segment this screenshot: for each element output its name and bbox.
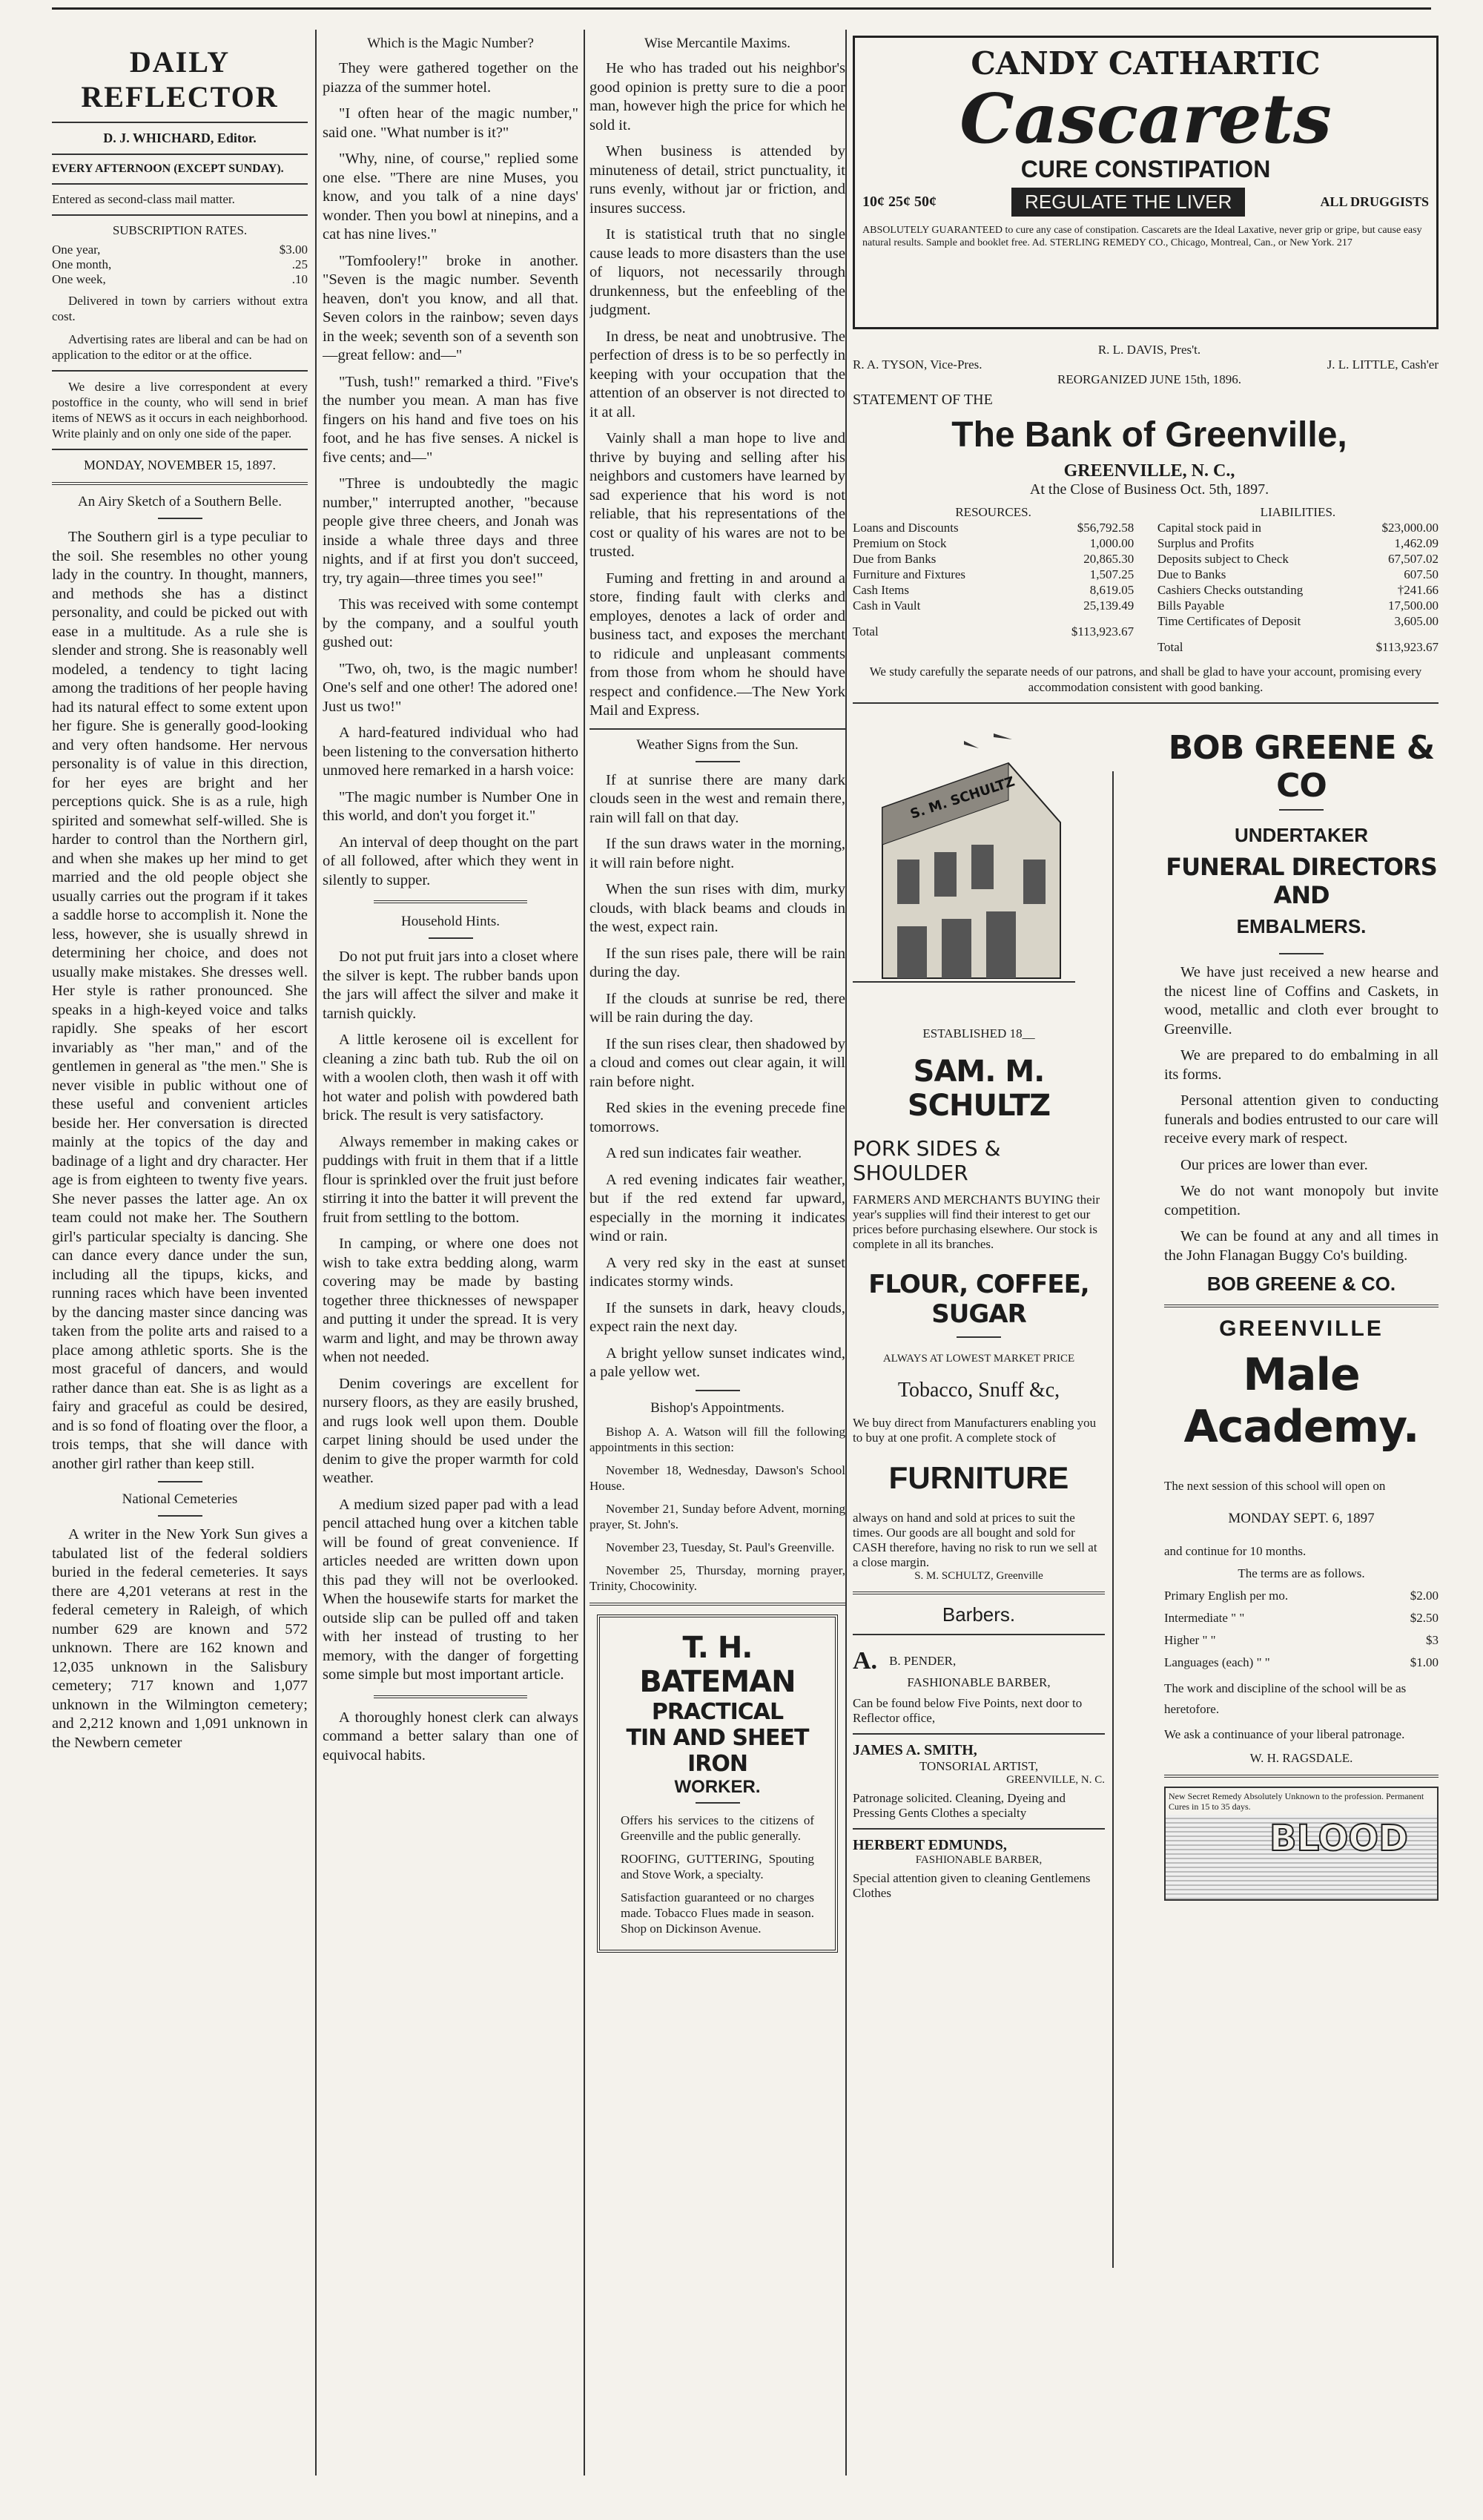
smith-text: Patronage solicited. Cleaning, Dyeing and Pressing Gents Clothes a specialty xyxy=(853,1791,1066,1820)
article-paragraph: "The magic number is Number One in this world, and don't you forget it." xyxy=(323,788,578,824)
article-title: An Airy Sketch of a Southern Belle. xyxy=(78,494,282,509)
rate-row: One year, $3.00 xyxy=(52,243,308,257)
correspondent-note: We desire a live correspondent at every postoffice in the county, who will send in brief items of NEWS as it occurs in each neighborhood. Write plainly and on only one side of the paper. xyxy=(52,380,308,441)
cascarets-prices: 10¢ 25¢ 50¢ xyxy=(862,194,937,210)
masthead: DAILY REFLECTOR xyxy=(81,45,279,113)
academy-terms: The terms are as follows. xyxy=(1238,1566,1365,1580)
pender-name: B. PENDER, xyxy=(889,1654,957,1668)
blood-word: BLOOD xyxy=(1269,1818,1408,1859)
store-sign: S. M. SCHULTZ xyxy=(908,774,1017,822)
article-paragraph: Red skies in the evening precede fine tomorrows. xyxy=(589,1100,845,1135)
article-paragraph: He who has traded out his neighbor's good opinion is pretty sure to die a poor man, however high the price for which he sold it. xyxy=(589,60,845,133)
cascarets-ad xyxy=(853,36,1439,329)
article-paragraph: A little kerosene oil is excellent for cleaning a zinc bath tub. Rub the oil on with a woolen cloth, then wash it off with hot water and polish with powdered bath brick. The result is very satisfactory. xyxy=(323,1032,578,1124)
article-paragraph: In dress, be neat and unobtrusive. The perfection of dress is to be so perfectly in keeping with your occupation that the attention of an observer is not directed to it at all. xyxy=(589,328,845,420)
article-title: Bishop's Appointments. xyxy=(650,1399,785,1416)
mail-entry: Entered as second-class mail matter. xyxy=(52,192,235,206)
greene-text: We can be found at any and all times in the John Flanagan Buggy Co's building. xyxy=(1164,1228,1439,1264)
column-rule xyxy=(584,30,585,2476)
academy-top: GREENVILLE xyxy=(1219,1316,1384,1341)
rate-row: One month, .25 xyxy=(52,257,308,271)
academy-ask: We ask a continuance of your liberal patronage. xyxy=(1164,1727,1405,1741)
article-paragraph: November 25, Thursday, morning prayer, Trinity, Chocowinity. xyxy=(589,1563,845,1593)
article-paragraph: Bishop A. A. Watson will fill the following appointments in this section: xyxy=(589,1424,845,1454)
bateman-name: T. H. BATEMAN xyxy=(639,1630,796,1699)
academy-sig: W. H. RAGSDALE. xyxy=(1249,1751,1353,1765)
bank-cashier: J. L. LITTLE, Cash'er xyxy=(1327,357,1439,372)
edmunds-text: Special attention given to cleaning Gentlemens Clothes xyxy=(853,1871,1091,1900)
article-title: Wise Mercantile Maxims. xyxy=(644,36,791,51)
advertising-note: Advertising rates are liberal and can be had on application to the editor or at the office. xyxy=(52,332,308,362)
article-paragraph: When the sun rises with dim, murky clouds, with black beams and clouds in the west, expect rain. xyxy=(589,881,845,935)
schultz-name: SAM. M. SCHULTZ xyxy=(907,1055,1051,1123)
article-paragraph: A red evening indicates fair weather, but if the red extend far upward, especially in the morning it indicates wind or rain. xyxy=(589,1171,845,1244)
article-paragraph: Fuming and fretting in and around a store, finding fault with clerks and employes, denotes a lack of order and business tact, and exposes the merchant to ridicule and unpleasant comments from those from whom he should have respect and confidence.—The New York Mail and Express. xyxy=(589,570,845,719)
greene-name: BOB GREENE & CO xyxy=(1168,729,1435,805)
article-paragraph: "Tush, tush!" remarked a third. "Five's the number you mean. A man has five fingers on his hand and five toes on his foot, and he has five senses. A nickel is five cents; and—" xyxy=(323,373,578,466)
article-paragraph: If the sun rises clear, then shadowed by a cloud and comes out clear again, it will rain before night. xyxy=(589,1035,845,1090)
column-2 xyxy=(323,30,578,1772)
greene-text: Personal attention given to conducting funerals and bodies entrusted to our care will receive every mark of respect. xyxy=(1164,1092,1439,1147)
schultz-furniture: FURNITURE xyxy=(888,1460,1069,1495)
article-paragraph: A thoroughly honest clerk can always command a better salary than one of equivocal habits. xyxy=(323,1709,578,1764)
article-paragraph: "I often hear of the magic number," said one. "What number is it?" xyxy=(323,105,578,141)
cascarets-top: CANDY CATHARTIC xyxy=(971,45,1321,82)
editor-line: D. J. WHICHARD, Editor. xyxy=(103,131,257,145)
liabilities: LIABILITIES. Capital stock paid in $23,000.00 Surplus and Profits 1,462.09 Deposits subject to Check 67,507.02 Due to Banks 607.50 Cashiers Checks outstanding †241.66 Bills Payable 17,500.00 Time Certificates of Deposit 3,605.00 Total $113,923.67 xyxy=(1157,505,1439,654)
rate-row: One week, .10 xyxy=(52,272,308,286)
academy-name: Male Academy. xyxy=(1183,1349,1419,1453)
cascarets-brand: Cascarets xyxy=(960,79,1332,159)
top-rule xyxy=(52,7,1431,10)
article-paragraph: If the sun rises pale, there will be rain during the day. xyxy=(589,945,845,980)
bank-vice: R. A. TYSON, Vice-Pres. xyxy=(853,357,982,372)
schultz-flour: FLOUR, COFFEE, SUGAR xyxy=(868,1270,1089,1329)
pender-text: Can be found below Five Points, next door to Reflector office, xyxy=(853,1696,1083,1725)
academy-discipline: The work and discipline of the school will be as heretofore. xyxy=(1164,1681,1407,1716)
greene-text: Our prices are lower than ever. xyxy=(1180,1156,1368,1173)
edmunds-role: FASHIONABLE BARBER, xyxy=(915,1854,1043,1866)
article-title: Weather Signs from the Sun. xyxy=(636,736,799,753)
article-paragraph: A writer in the New York Sun gives a tabulated list of the federal soldiers buried in the federal cemeteries. It says there are 4,201 veterans at rest in the federal cemetery in Raleigh, of which number 629 are known and 572 unknown. There are 162 known and 12,035 unknown in the Salisbury cemetery; 717 known and 1,077 unknown in the Wilmington cemetery; and 2,212 known and 1,091 unknown in the Newbern cemeter xyxy=(52,1526,308,1751)
article-paragraph: "Three is undoubtedly the magic number," interrupted another, "because people give three cheers, and Jonah was inside a whale three days and three nights, and if at first you don't succeed, try, try again—three times you see!" xyxy=(323,475,578,587)
bank-close: At the Close of Business Oct. 5th, 1897. xyxy=(1029,481,1269,498)
article-paragraph: Denim coverings are excellent for nursery floors, as they are easily brushed, and rugs look well upon them. Double carpet lining should be used under the denim to give the proper warmth for cold weather. xyxy=(323,1375,578,1486)
greene-line: EMBALMERS. xyxy=(1236,915,1367,937)
article-paragraph: "Tomfoolery!" broke in another. "Seven is the magic number. Seventh heaven, don't you know, and all that. Seven colors in the rainbow; seven days in the week; seventh son of a seventh son—great fellow: and—" xyxy=(323,252,578,363)
article-paragraph: If the clouds at sunrise be red, there will be rain during the day. xyxy=(589,990,845,1026)
article-paragraph: Always remember in making cakes or puddings with fruit in them that if a little flour is sprinkled over the fruit just before stirring it into the batter it will prevent the fruit from settling to the bottom. xyxy=(323,1133,578,1226)
article-paragraph: It is statistical truth that no single cause leads to more disasters than the use of liquors, not necessarily through drunkenness, but the enfeebling of the judgment. xyxy=(589,226,845,318)
bateman-text: ROOFING, GUTTERING, Spouting and Stove Work, a specialty. xyxy=(621,1851,814,1881)
greene-text: We are prepared to do embalming in all its forms. xyxy=(1164,1047,1439,1083)
academy-session: The next session of this school will open on xyxy=(1164,1479,1386,1493)
article-paragraph: The Southern girl is a type peculiar to the soil. She resembles no other young lady in the country. In thought, manners, and methods she has a distinct personality, and could be picked out with ease in a multitude. As a rule she is slender and strong. She is reasonably well modeled, a tendency to tight lacing among the traditions of her people having had its natural effect to some extent upon her figure. She is generally good-looking and very often handsome. Her nervous personality is of value in this direction, for her eyes are bright and her perceptions quick. She is as a rule, high spirited and somewhat self-willed. She is harder to control than the Northern girl, and when she makes up her mind to get married and the old people object she usually carries out the program if it takes a saddle horse to accomplish it. None the less, however, she is usually shrewd in determining her choice, and does not usually make mistakes. She dresses well. Her style is rather pronounced. She speaks in a high-keyed voice and talks rapidly. She speaks of her escort invariably as "her man," and of the gentlemen in general as "the men." She is never visible in public without one of these useful and convenient articles beside her. Her conversation is directed mainly at the topics of the day and badinage of a light and dry character. Her age is from eighteen to twenty five years. She never passes the latter age. An ox team could not make her. The Southern girl's particular specialty is dancing. She can dance every dance under the sun, including all the tipups, kicks, and running races which have been invented by the dancing master since dancing was taken from the polite arts and raised to a place among athletic sports. She is the most graceful of dancers, and would rather dance than eat. She is as light as a fairy and graceful as could be desired, and is so fond of floating over the floor, a trois temps, that she will dance with another girl rather than keep still. xyxy=(52,529,308,1472)
article-paragraph: If at sunrise there are many dark clouds seen in the west and remain there, rain will fall on that day. xyxy=(589,771,845,826)
rates-title: SUBSCRIPTION RATES. xyxy=(112,223,248,237)
tuition-list: Primary English per mo. $2.00 Intermediate " " $2.50 Higher " " $3 Languages (each) " " $1.00 xyxy=(1164,1589,1439,1669)
article-paragraph: When business is attended by minuteness of detail, strict punctuality, it runs evenly, without jar or friction, and insures success. xyxy=(589,143,845,217)
article-paragraph: A red sun indicates fair weather. xyxy=(606,1145,802,1161)
dateline: MONDAY, NOVEMBER 15, 1897. xyxy=(83,458,277,472)
schultz-buy: We buy direct from Manufacturers enabling you to buy at one profit. A complete stock of xyxy=(853,1416,1097,1445)
article-paragraph: November 21, Sunday before Advent, morning prayer, St. John's. xyxy=(589,1501,845,1531)
schultz-sig: S. M. SCHULTZ, Greenville xyxy=(914,1570,1043,1582)
schultz-tobacco: Tobacco, Snuff &c, xyxy=(897,1379,1060,1402)
article-paragraph: "Why, nine, of course," replied some one else. "There are nine Muses, you know, and you talk of a nine days' wonder. Then you bowl at ninepins, and a cat has nine lives." xyxy=(323,151,578,243)
barbers-title: Barbers. xyxy=(942,1603,1016,1626)
schultz-always: ALWAYS AT LOWEST MARKET PRICE xyxy=(882,1353,1075,1365)
bank-president: R. L. DAVIS, Pres't. xyxy=(1097,343,1201,357)
bateman-ad xyxy=(597,1614,838,1953)
article-title: National Cemeteries xyxy=(122,1491,238,1507)
bateman-text: Offers his services to the citizens of Greenville and the public generally. xyxy=(621,1813,814,1843)
article-title: Which is the Magic Number? xyxy=(367,36,534,51)
smith-place: GREENVILLE, N. C. xyxy=(1006,1774,1105,1786)
column-4 xyxy=(853,30,1446,1901)
article-paragraph: An interval of deep thought on the part of all followed, after which they went in silently to supper. xyxy=(323,834,578,888)
column-3 xyxy=(589,30,845,1960)
article-paragraph: They were gathered together on the piazza of the summer hotel. xyxy=(323,60,578,96)
greene-line: FUNERAL DIRECTORS AND xyxy=(1166,853,1437,909)
article-paragraph: A hard-featured individual who had been listening to the conversation hitherto unmoved here remarked in a harsh voice: xyxy=(323,725,578,779)
edmunds-name: HERBERT EDMUNDS, xyxy=(853,1837,1007,1853)
store-illustration-icon xyxy=(853,719,1075,1015)
schultz-farmers: FARMERS AND MERCHANTS BUYING their year's supplies will find their interest to get our prices before purchasing elsewhere. Our stock is complete in all its branches. xyxy=(853,1193,1100,1251)
rates-list xyxy=(52,243,308,287)
greene-line: UNDERTAKER xyxy=(1234,824,1369,846)
article-paragraph: A very red sky in the east at sunset indicates stormy winds. xyxy=(589,1254,845,1290)
article-paragraph: Vainly shall a man hope to live and thrive by buying and selling after his neighbors and customers have learned by sad experience that his word is not reliable, that his representations of the cost or quality of his wares are not to be trusted. xyxy=(589,430,845,560)
resources: RESOURCES. Loans and Discounts $56,792.58 Premium on Stock 1,000.00 Due from Banks 20,865.30 Furniture and Fixtures 1,507.25 Cash Items 8,619.05 Cash in Vault 25,139.49 Total $113,923.67 xyxy=(853,505,1134,639)
bateman-line: PRACTICAL xyxy=(651,1698,784,1725)
article-paragraph: A medium sized paper pad with a lead pencil attached hung over a kitchen table will be found of great convenience. If articles needed are written down upon this pad they will not be overlooked. When the housewife starts for market the outside slip can be pulled off and taken with her instead of trusting to her memory, with the danger of forgetting some simple but most important article. xyxy=(323,1496,578,1683)
bank-name: The Bank of Greenville, xyxy=(951,415,1347,455)
academy-date: MONDAY SEPT. 6, 1897 xyxy=(1228,1511,1375,1526)
greene-text: We have just received a new hearse and the nicest line of Coffins and Caskets, in wood, metallic and cloth ever brought to Greenville. xyxy=(1164,964,1439,1038)
article-paragraph: In camping, or where one does not wish to take extra bedding along, warm covering may be made by basting together three thicknesses of newspaper and putting it under the spread. It is very warm and light, and may be thrown away when not needed. xyxy=(323,1236,578,1365)
column-rule xyxy=(845,30,847,2476)
blood-header: New Secret Remedy Absolutely Unknown to the profession. Permanent Cures in 15 to 35 days. xyxy=(1166,1788,1437,1815)
bank-statement: STATEMENT OF THE xyxy=(853,392,993,408)
smith-role: TONSORIAL ARTIST, xyxy=(919,1759,1039,1773)
cascarets-druggists: ALL DRUGGISTS xyxy=(1320,194,1429,209)
schultz-column: S. M. SCHULTZ ESTABLISHED 18__ SAM. M. SCHULTZ PORK SIDES & SHOULDER FARMERS AND MERCHANTS BUYING their year's supplies will find their interest to get our prices before purchasing elsewhere. Our stock is complete in all its branches. FLOUR, COFFEE, SUGAR ALWAYS AT LOWEST MARKET PRICE Tobacco, Snuff &c, We buy direct from Manufacturers enabling you to buy at one profit. A complete stock of FURNITURE always on hand and sold at prices to suit the times. Our goods are all bought and sold for CASH therefore, having no risk to run we sell at a close margin. S. M. SCHULTZ, Greenville Barbers. A. B. PENDER, FASHIONABLE BARBER, Can be found below Five Points, next door to Reflector office, JAMES A. SMITH, TONSORIAL ARTIST, GREENVILLE, N. C. Patronage solicited. Cleaning, Dyeing and Pressing Gents Clothes a specialty HERBERT EDMUNDS, FASHIONABLE BARBER, Special attention given to cleaning Gentlemens Clothes xyxy=(853,711,1105,1901)
schultz-furniture-text: always on hand and sold at prices to suit the times. Our goods are all bought and sold for CASH therefore, having no risk to run we sell at a close margin. xyxy=(853,1511,1097,1569)
article-paragraph: This was received with some contempt by the company, and a soulful youth gushed out: xyxy=(323,596,578,650)
bank-place: GREENVILLE, N. C., xyxy=(1063,461,1235,481)
established: ESTABLISHED 18__ xyxy=(922,1026,1035,1040)
schedule: EVERY AFTERNOON (EXCEPT SUNDAY). xyxy=(52,162,284,175)
bank-ad xyxy=(853,343,1446,695)
greene-text: We do not want monopoly but invite competition. xyxy=(1164,1183,1439,1218)
cascarets-guarantee: ABSOLUTELY GUARANTEED to cure any case of constipation. Cascarets are the Ideal Laxative, never grip or gripe, but cause easy natural results. Sample and booklet free. Ad. STERLING REMEDY CO., Chicago, Montreal, Can., or New York. 217 xyxy=(862,225,1422,248)
article-paragraph: "Two, oh, two, is the magic number! One's self and one other! The adored one! Just us two!" xyxy=(323,660,578,715)
blood-remedy-ad xyxy=(1164,1787,1439,1901)
article-paragraph: November 18, Wednesday, Dawson's School House. xyxy=(589,1462,845,1493)
cascarets-cure: CURE CONSTIPATION xyxy=(1020,156,1271,182)
article-paragraph: If the sunsets in dark, heavy clouds, expect rain the next day. xyxy=(589,1299,845,1335)
article-title: Household Hints. xyxy=(401,914,500,929)
bateman-text: Satisfaction guaranteed or no charges made. Tobacco Flues made in season. Shop on Dickinson Avenue. xyxy=(621,1890,814,1936)
cascarets-regulate: REGULATE THE LIVER xyxy=(1011,188,1245,217)
article-paragraph: Do not put fruit jars into a closet where the silver is kept. The rubber bands upon the jars will affect the silver and make it tarnish quickly. xyxy=(323,949,578,1022)
article-paragraph: November 23, Tuesday, St. Paul's Greenville. xyxy=(606,1540,835,1554)
schultz-pork: PORK SIDES & SHOULDER xyxy=(853,1136,1001,1185)
column-1 xyxy=(52,30,308,1760)
greene-column xyxy=(1164,711,1439,1901)
bateman-line: WORKER. xyxy=(674,1776,761,1797)
article-paragraph: A bright yellow sunset indicates wind, a pale yellow wet. xyxy=(589,1345,845,1380)
delivery-note: Delivered in town by carriers without extra cost. xyxy=(52,294,308,323)
bank-reorg: REORGANIZED JUNE 15th, 1896. xyxy=(1057,372,1241,386)
bank-table xyxy=(853,504,1439,655)
article-paragraph: If the sun draws water in the morning, it will rain before night. xyxy=(589,836,845,871)
greene-sig: BOB GREENE & CO. xyxy=(1206,1273,1396,1295)
academy-continue: and continue for 10 months. xyxy=(1164,1544,1307,1558)
bateman-line: TIN AND SHEET IRON xyxy=(626,1724,809,1777)
smith-name: JAMES A. SMITH, xyxy=(853,1742,977,1758)
pender-role: FASHIONABLE BARBER, xyxy=(907,1675,1051,1689)
bank-note: We study carefully the separate needs of our patrons, and shall be glad to have your account, promising every accommodation consistent with good banking. xyxy=(869,664,1422,694)
column-rule xyxy=(315,30,317,2476)
